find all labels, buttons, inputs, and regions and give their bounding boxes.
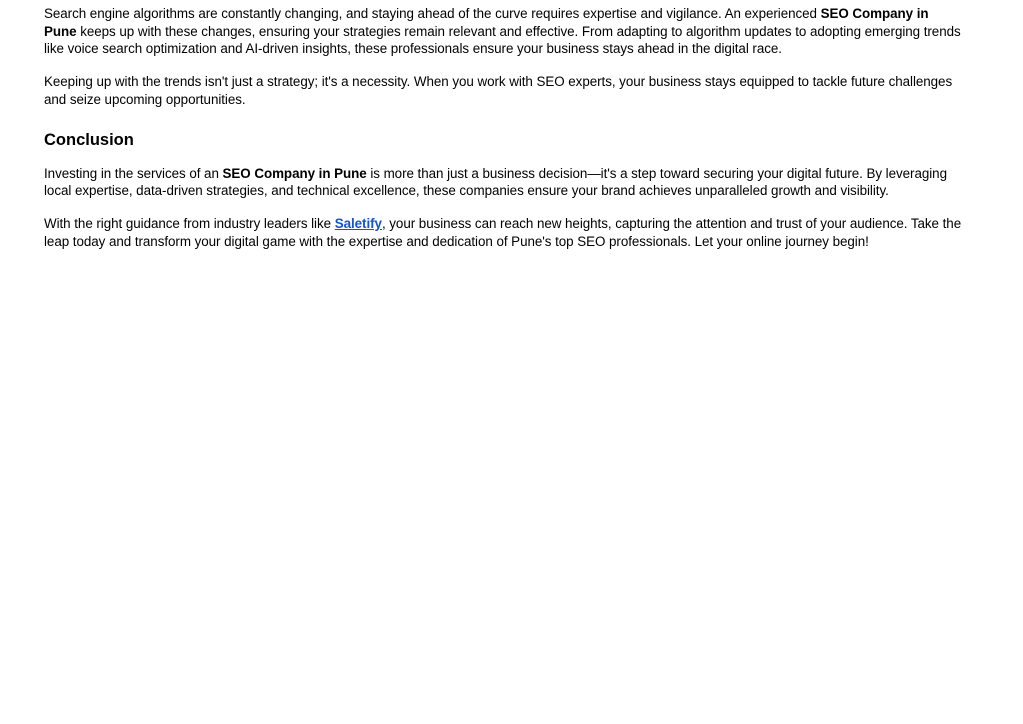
- paragraph-text: Investing in the services of an: [44, 165, 223, 181]
- bold-keyword: SEO Company in Pune: [222, 165, 367, 181]
- conclusion-heading: Conclusion: [44, 130, 134, 149]
- paragraph-text: Keeping up with the trends isn't just a strategy; it's a necessity. When you work with SEO experts, your business stays equipped to tackle future challenges and seize upcoming opportunities.: [44, 74, 953, 107]
- paragraph-guidance: [44, 215, 964, 250]
- paragraph-text: is more than just a business decision—it's a step toward securing your digital future. By leveraging local expertise, data-driven strategies, and technical excellence, these companies ensure your brand achieves unparalleled growth and visibility.: [44, 165, 947, 199]
- paragraph-text: , your business can reach new heights, capturing the attention and trust of your audience. Take the leap today and transform your digital game with the expertise and dedication of Pune's top SEO professionals. Let your online journey begin!: [44, 215, 962, 249]
- bold-keyword: SEO Company in Pune: [44, 6, 929, 39]
- paragraph-investing: [44, 165, 964, 200]
- saletify-link[interactable]: Saletify: [334, 215, 382, 231]
- paragraph-algorithms: [44, 5, 964, 58]
- paragraph-text: keeps up with these changes, ensuring your strategies remain relevant and effective. From adapting to algorithm updates to adopting emerging trends like voice search optimization and AI-driven insights, these professionals ensure your business stays ahead in the digital race.: [44, 23, 961, 57]
- paragraph-text: Search engine algorithms are constantly changing, and staying ahead of the curve requires expertise and vigilance. An experienced: [44, 6, 821, 21]
- paragraph-text: With the right guidance from industry leaders like: [44, 215, 335, 231]
- document-page: [44, 5, 964, 250]
- paragraph-trends: [44, 73, 964, 108]
